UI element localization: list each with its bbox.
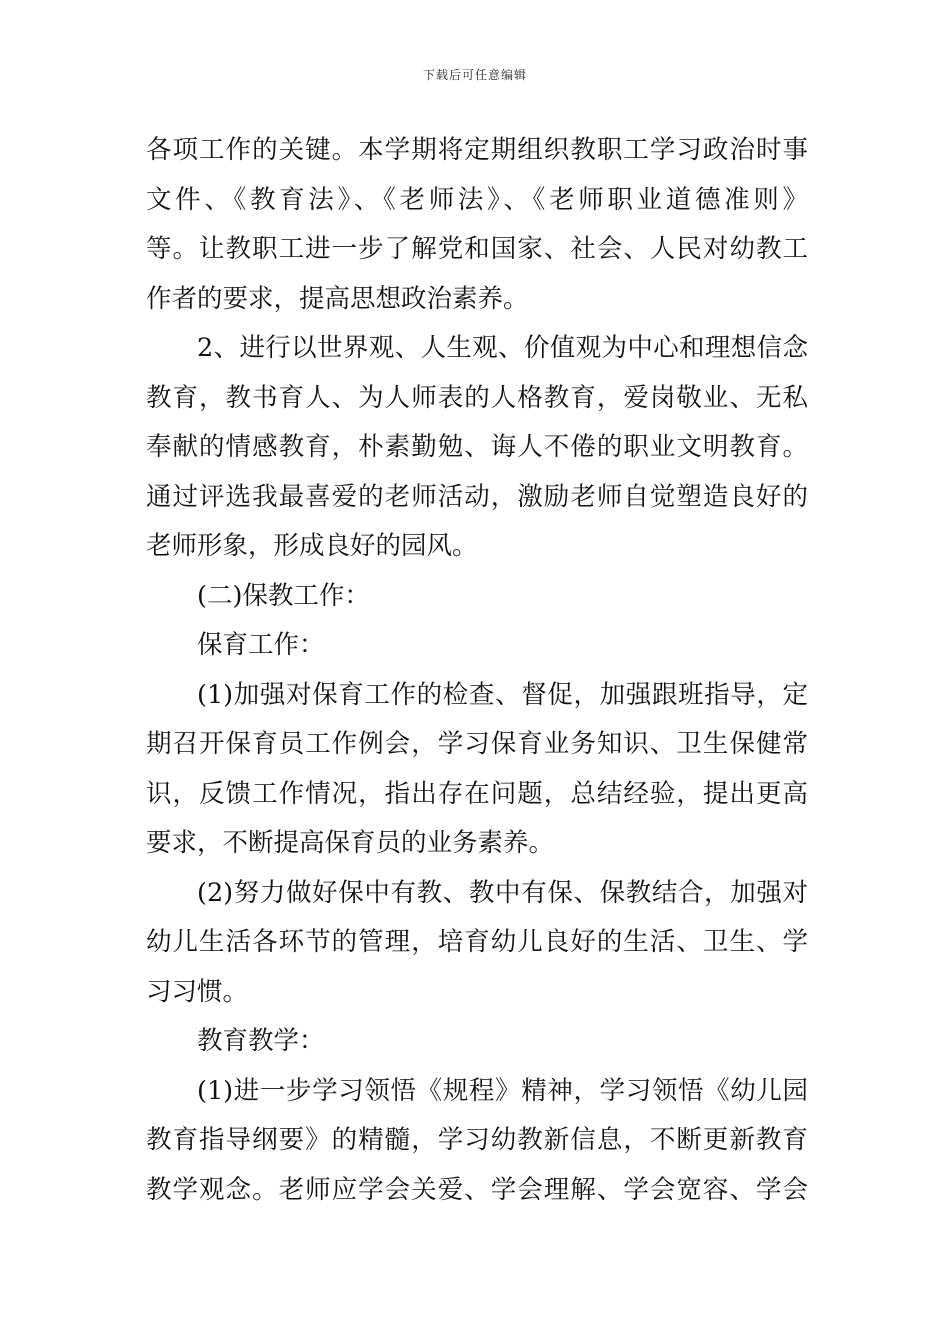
text-line: 作者的要求，提高思想政治素养。 <box>146 283 529 314</box>
text-line: 通过评选我最喜爱的老师活动，激励老师自觉塑造良好的 <box>146 481 808 512</box>
section-heading: (二)保教工作： <box>197 580 370 611</box>
text-line: 识，反馈工作情况，指出存在问题，总结经验，提出更高 <box>146 778 808 809</box>
text-line: 教育指导纲要》的精髓，学习幼教新信息，不断更新教育 <box>146 1125 808 1155</box>
text-line: (2)努力做好保中有教、教中有保、保教结合，加强对 <box>197 877 808 908</box>
text-line: 期召开保育员工作例会，学习保育业务知识、卫生保健常 <box>146 729 808 759</box>
page-header-note: 下载后可任意编辑 <box>422 68 527 82</box>
text-line: 2、进行以世界观、人生观、价值观为中心和理想信念 <box>197 333 808 363</box>
text-line: 教学观念。老师应学会关爱、学会理解、学会宽容、学会 <box>146 1174 808 1205</box>
subsection-heading: 保育工作： <box>197 630 325 660</box>
text-line: 幼儿生活各环节的管理，培育幼儿良好的生活、卫生、学 <box>146 927 808 957</box>
text-line: 要求，不断提高保育员的业务素养。 <box>146 828 555 858</box>
text-line: 奉献的情感教育，朴素勤勉、诲人不倦的职业文明教育。 <box>146 432 808 462</box>
text-line: (1)加强对保育工作的检查、督促，加强跟班指导，定 <box>197 679 808 710</box>
text-line: 各项工作的关键。本学期将定期组织教职工学习政治时事 <box>146 135 808 165</box>
text-line: 教育，教书育人、为人师表的人格教育，爱岗敬业、无私 <box>146 382 808 413</box>
subsection-heading: 教育教学： <box>197 1026 325 1056</box>
document-body <box>146 126 808 1215</box>
text-line: 等。让教职工进一步了解党和国家、社会、人民对幼教工 <box>146 234 808 264</box>
text-line: 文件、《教育法》、《老师法》、《老师职业道德准则》 <box>146 184 808 215</box>
text-line: 习习惯。 <box>146 976 249 1007</box>
text-line: (1)进一步学习领悟《规程》精神，学习领悟《幼儿园 <box>197 1075 808 1106</box>
text-line: 老师形象，形成良好的园风。 <box>146 531 478 561</box>
